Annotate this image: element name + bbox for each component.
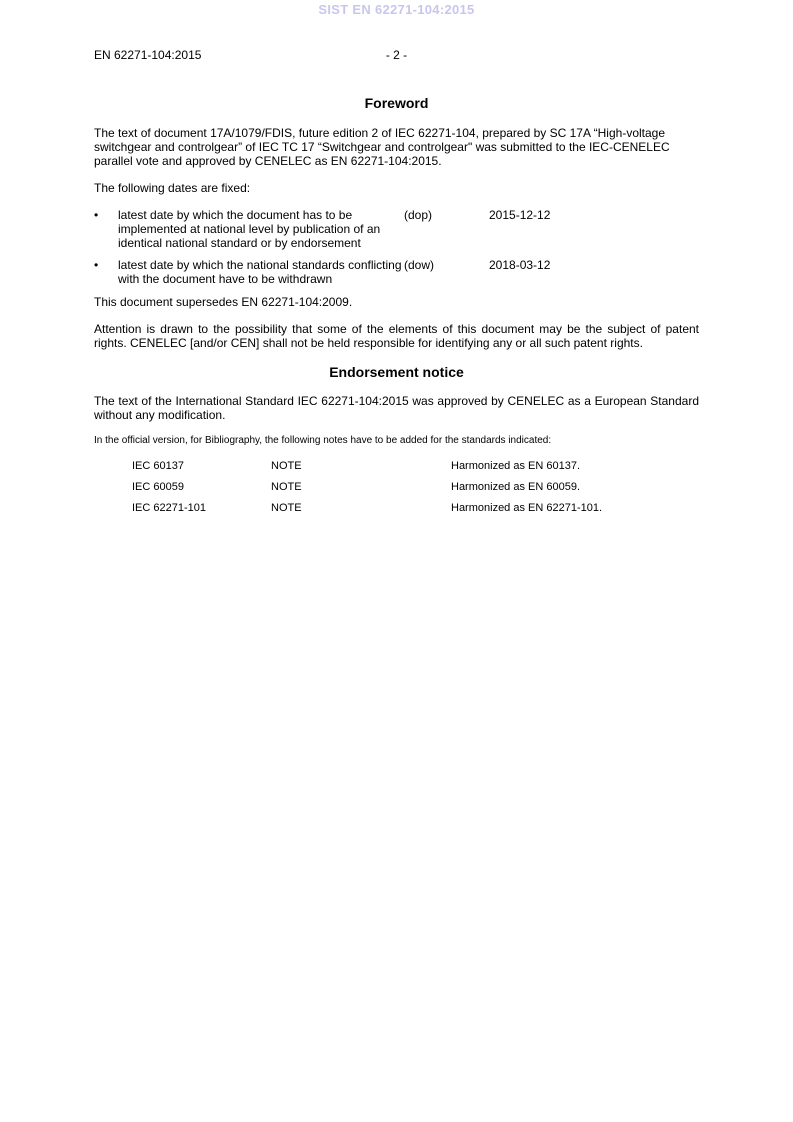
bibliography-notes-table — [132, 460, 602, 523]
supersedes-note: This document supersedes EN 62271-104:2009. — [94, 295, 353, 309]
date-code: (dow) — [404, 258, 435, 272]
harmonized-text: Harmonized as EN 60059. — [451, 481, 581, 493]
date-item-dop — [94, 208, 699, 250]
note-label: NOTE — [271, 460, 302, 472]
date-description: latest date by which the national standards conflicting with the document have to be withdrawn — [118, 258, 402, 286]
date-value: 2015-12-12 — [489, 208, 551, 222]
dates-list — [94, 208, 699, 286]
standard-ref: IEC 62271-101 — [132, 502, 206, 514]
endorsement-text: The text of the International Standard IEC 62271-104:2015 was approved by CENELEC as a European Standard without any modification. — [94, 394, 699, 422]
watermark: SIST EN 62271-104:2015 — [318, 2, 475, 17]
page-content — [94, 95, 699, 523]
bullet-icon: • — [94, 208, 99, 222]
document-id: EN 62271-104:2015 — [94, 48, 202, 62]
table-row — [132, 502, 602, 523]
harmonized-text: Harmonized as EN 60137. — [451, 460, 581, 472]
harmonized-text: Harmonized as EN 62271-101. — [451, 502, 603, 514]
note-label: NOTE — [271, 481, 302, 493]
endorsement-title: Endorsement notice — [329, 364, 464, 380]
dates-intro: The following dates are fixed: — [94, 181, 251, 195]
date-value: 2018-03-12 — [489, 258, 551, 272]
bullet-icon: • — [94, 258, 99, 272]
page-number: - 2 - — [385, 48, 408, 62]
patent-attention: Attention is drawn to the possibility that some of the elements of this document may be the subject of patent rights. CENELEC [and/or CEN] shall not be held responsible for identifying any or all such patent rights. — [94, 322, 699, 350]
date-item-dow — [94, 258, 699, 286]
note-label: NOTE — [271, 502, 302, 514]
date-code: (dop) — [404, 208, 433, 222]
table-row — [132, 460, 602, 481]
date-description: latest date by which the document has to be implemented at national level by publication of an identical national standard or by endorsement — [118, 208, 381, 250]
bibliography-intro: In the official version, for Bibliography, the following notes have to be added for the standards indicated: — [94, 435, 552, 446]
standard-ref: IEC 60137 — [132, 460, 184, 472]
table-row — [132, 481, 602, 502]
foreword-intro: The text of document 17A/1079/FDIS, future edition 2 of IEC 62271-104, prepared by SC 17A “High-voltage switchgear and controlgear” of IEC TC 17 “Switchgear and controlgear" was submitted to the IEC-CENELEC parallel vote and approved by CENELEC as EN 62271-104:2015. — [94, 126, 670, 168]
foreword-title: Foreword — [364, 95, 429, 111]
standard-ref: IEC 60059 — [132, 481, 184, 493]
